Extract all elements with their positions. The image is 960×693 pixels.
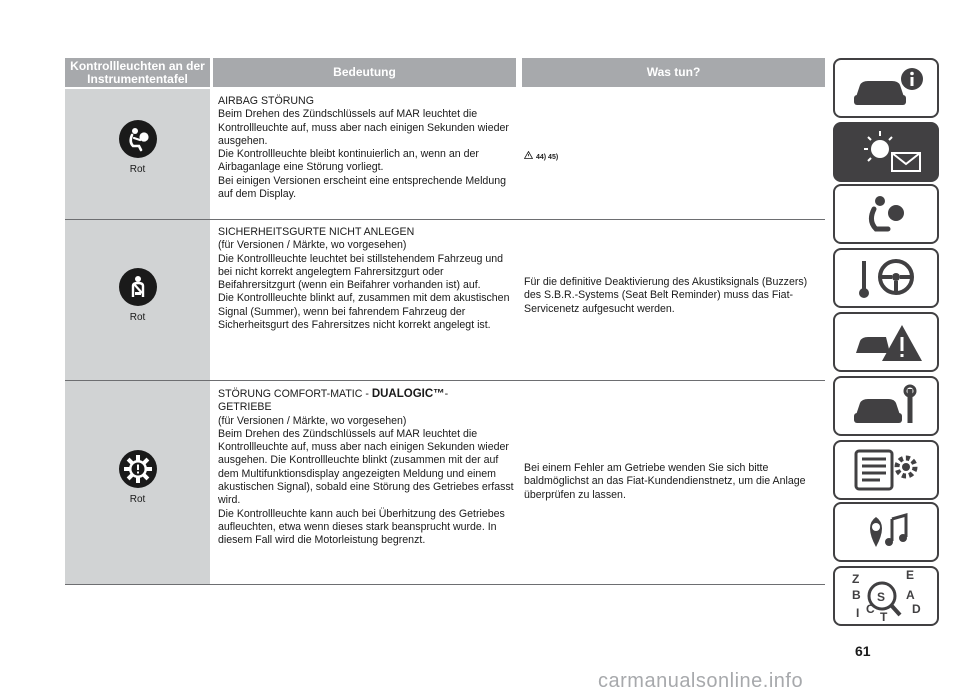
meaning-line: Die Kontrollleuchte bleibt kontinuierlich an, wenn an der Airbaganlage eine Störung vorliegt. [218, 148, 479, 174]
emergency-icon [846, 319, 926, 365]
row-gearbox-meaning [218, 388, 518, 548]
svg-text:E: E [906, 569, 915, 582]
meaning-line: Bei einigen Versionen erscheint eine entsprechende Meldung auf dem Display. [218, 174, 506, 201]
dualogic-brand: DUALOGIC™ [371, 388, 445, 400]
svg-text:C: C [866, 602, 875, 616]
row-separator [65, 380, 825, 381]
meaning-line: SICHERHEITSGURTE NICHT ANLEGEN [218, 226, 415, 238]
chapter-tab-multimedia[interactable] [833, 502, 939, 562]
chapter-tab-emergency[interactable] [833, 312, 939, 372]
warning-triangle-icon [524, 151, 533, 164]
svg-text:D: D [912, 602, 921, 616]
row-gearbox-icon-cell [65, 450, 210, 505]
warning-lights-icon [846, 129, 926, 175]
airbag-safety-icon [846, 191, 926, 237]
meaning-title [218, 388, 518, 401]
chapter-tab-warning-lights[interactable] [833, 122, 939, 182]
svg-text:T: T [880, 610, 888, 623]
row-seatbelt-icon-cell [65, 268, 210, 323]
chapter-tab-index[interactable] [833, 566, 939, 626]
svg-text:Z: Z [852, 572, 860, 586]
header-warning-lights: Kontrollleuchten an der Instrumententafel [65, 58, 210, 87]
gearbox-fault-icon [119, 450, 157, 488]
watermark: carmanualsonline.info [598, 670, 804, 692]
color-label: Rot [129, 494, 146, 505]
meaning-line: AIRBAG STÖRUNG [218, 95, 314, 107]
meaning-line: Die Kontrollleuchte leuchtet bei stillstehendem Fahrzeug und bei nicht korrekt angelegtem Fahrersitzgurt oder Beifahrersitzgurt (wenn ein Beifahrer vorhanden ist) auf. [218, 252, 504, 292]
header-meaning: Bedeutung [213, 58, 516, 87]
row-seatbelt-action: Für die definitive Deaktivierung des Akustiksignals (Buzzers) des S.B.R.-Systems (Seat Belt Reminder) muss das Fiat-Servicenetz aufgesucht werden. [524, 276, 808, 315]
chapter-tab-starting-driving[interactable] [833, 248, 939, 308]
meaning-line: (für Versionen / Märkte, wo vorgesehen) [218, 414, 407, 427]
meaning-line: Beim Drehen des Zündschlüssels auf MAR leuchtet die Kontrollleuchte auf, muss aber nach einigen Sekunden wieder ausgehen. [218, 108, 509, 147]
meaning-line: Die Kontrollleuchte blinkt auf, zusammen mit dem akustischen Signal (Summer), wenn bei fahrendem Fahrzeug der Sicherheitsgurt des Fahrersitzes nicht korrekt angelegt ist. [218, 292, 510, 332]
meaning-title-prefix: STÖRUNG COMFORT-MATIC - [218, 388, 369, 400]
row-airbag-meaning [218, 95, 518, 201]
maintenance-icon [846, 383, 926, 429]
index-icon [846, 569, 926, 623]
row-seatbelt-meaning [218, 226, 518, 332]
meaning-line: (für Versionen / Märkte, wo vorgesehen) [218, 239, 407, 252]
row-gearbox-action: Bei einem Fehler am Getriebe wenden Sie sich bitte baldmöglichst an das Fiat-Kundendienstnetz, um die Anlage überprüfen zu lassen. [524, 462, 806, 501]
row-separator [65, 584, 825, 585]
row-separator [65, 219, 825, 220]
color-label: Rot [129, 164, 146, 175]
row-airbag-action [524, 151, 824, 164]
meaning-line: Die Kontrollleuchte kann auch bei Überhitzung des Getriebes aufleuchten, etwa wenn dieses stark beansprucht wurde. In diesem Fall wird die Motorleistung begrenzt. [218, 507, 505, 547]
chapter-tab-safety[interactable] [833, 184, 939, 244]
svg-text:B: B [852, 588, 861, 602]
color-label: Rot [129, 312, 146, 323]
technical-data-icon [846, 447, 926, 493]
svg-text:I: I [856, 606, 860, 620]
page-number: 61 [855, 643, 871, 659]
seatbelt-icon [119, 268, 157, 306]
multimedia-icon [846, 509, 926, 555]
key-steering-icon [846, 255, 926, 301]
car-info-icon [846, 65, 926, 111]
row-airbag-icon-cell [65, 120, 210, 175]
meaning-title-suffix: - [444, 388, 449, 400]
airbag-person-icon [119, 120, 157, 158]
meaning-line: Beim Drehen des Zündschlüssels auf MAR leuchtet die Kontrollleuchte auf, muss aber nach einigen Sekunden wieder ausgehen. Die Kontrollleuchte blinkt (zusammen mit der auf dem Multifunktionsdisplay angezeigten Meldung und einem akustischen Signal), sobald eine Störung des Getriebes erfasst wird. [218, 427, 514, 507]
svg-text:S: S [877, 590, 886, 604]
meaning-title-line2: GETRIEBE [218, 401, 272, 414]
svg-text:A: A [906, 588, 915, 602]
chapter-tab-technical-data[interactable] [833, 440, 939, 500]
warning-references: 44) 45) [536, 154, 559, 161]
chapter-tab-car-info[interactable] [833, 58, 939, 118]
header-what-to-do: Was tun? [522, 58, 825, 87]
chapter-tab-maintenance[interactable] [833, 376, 939, 436]
